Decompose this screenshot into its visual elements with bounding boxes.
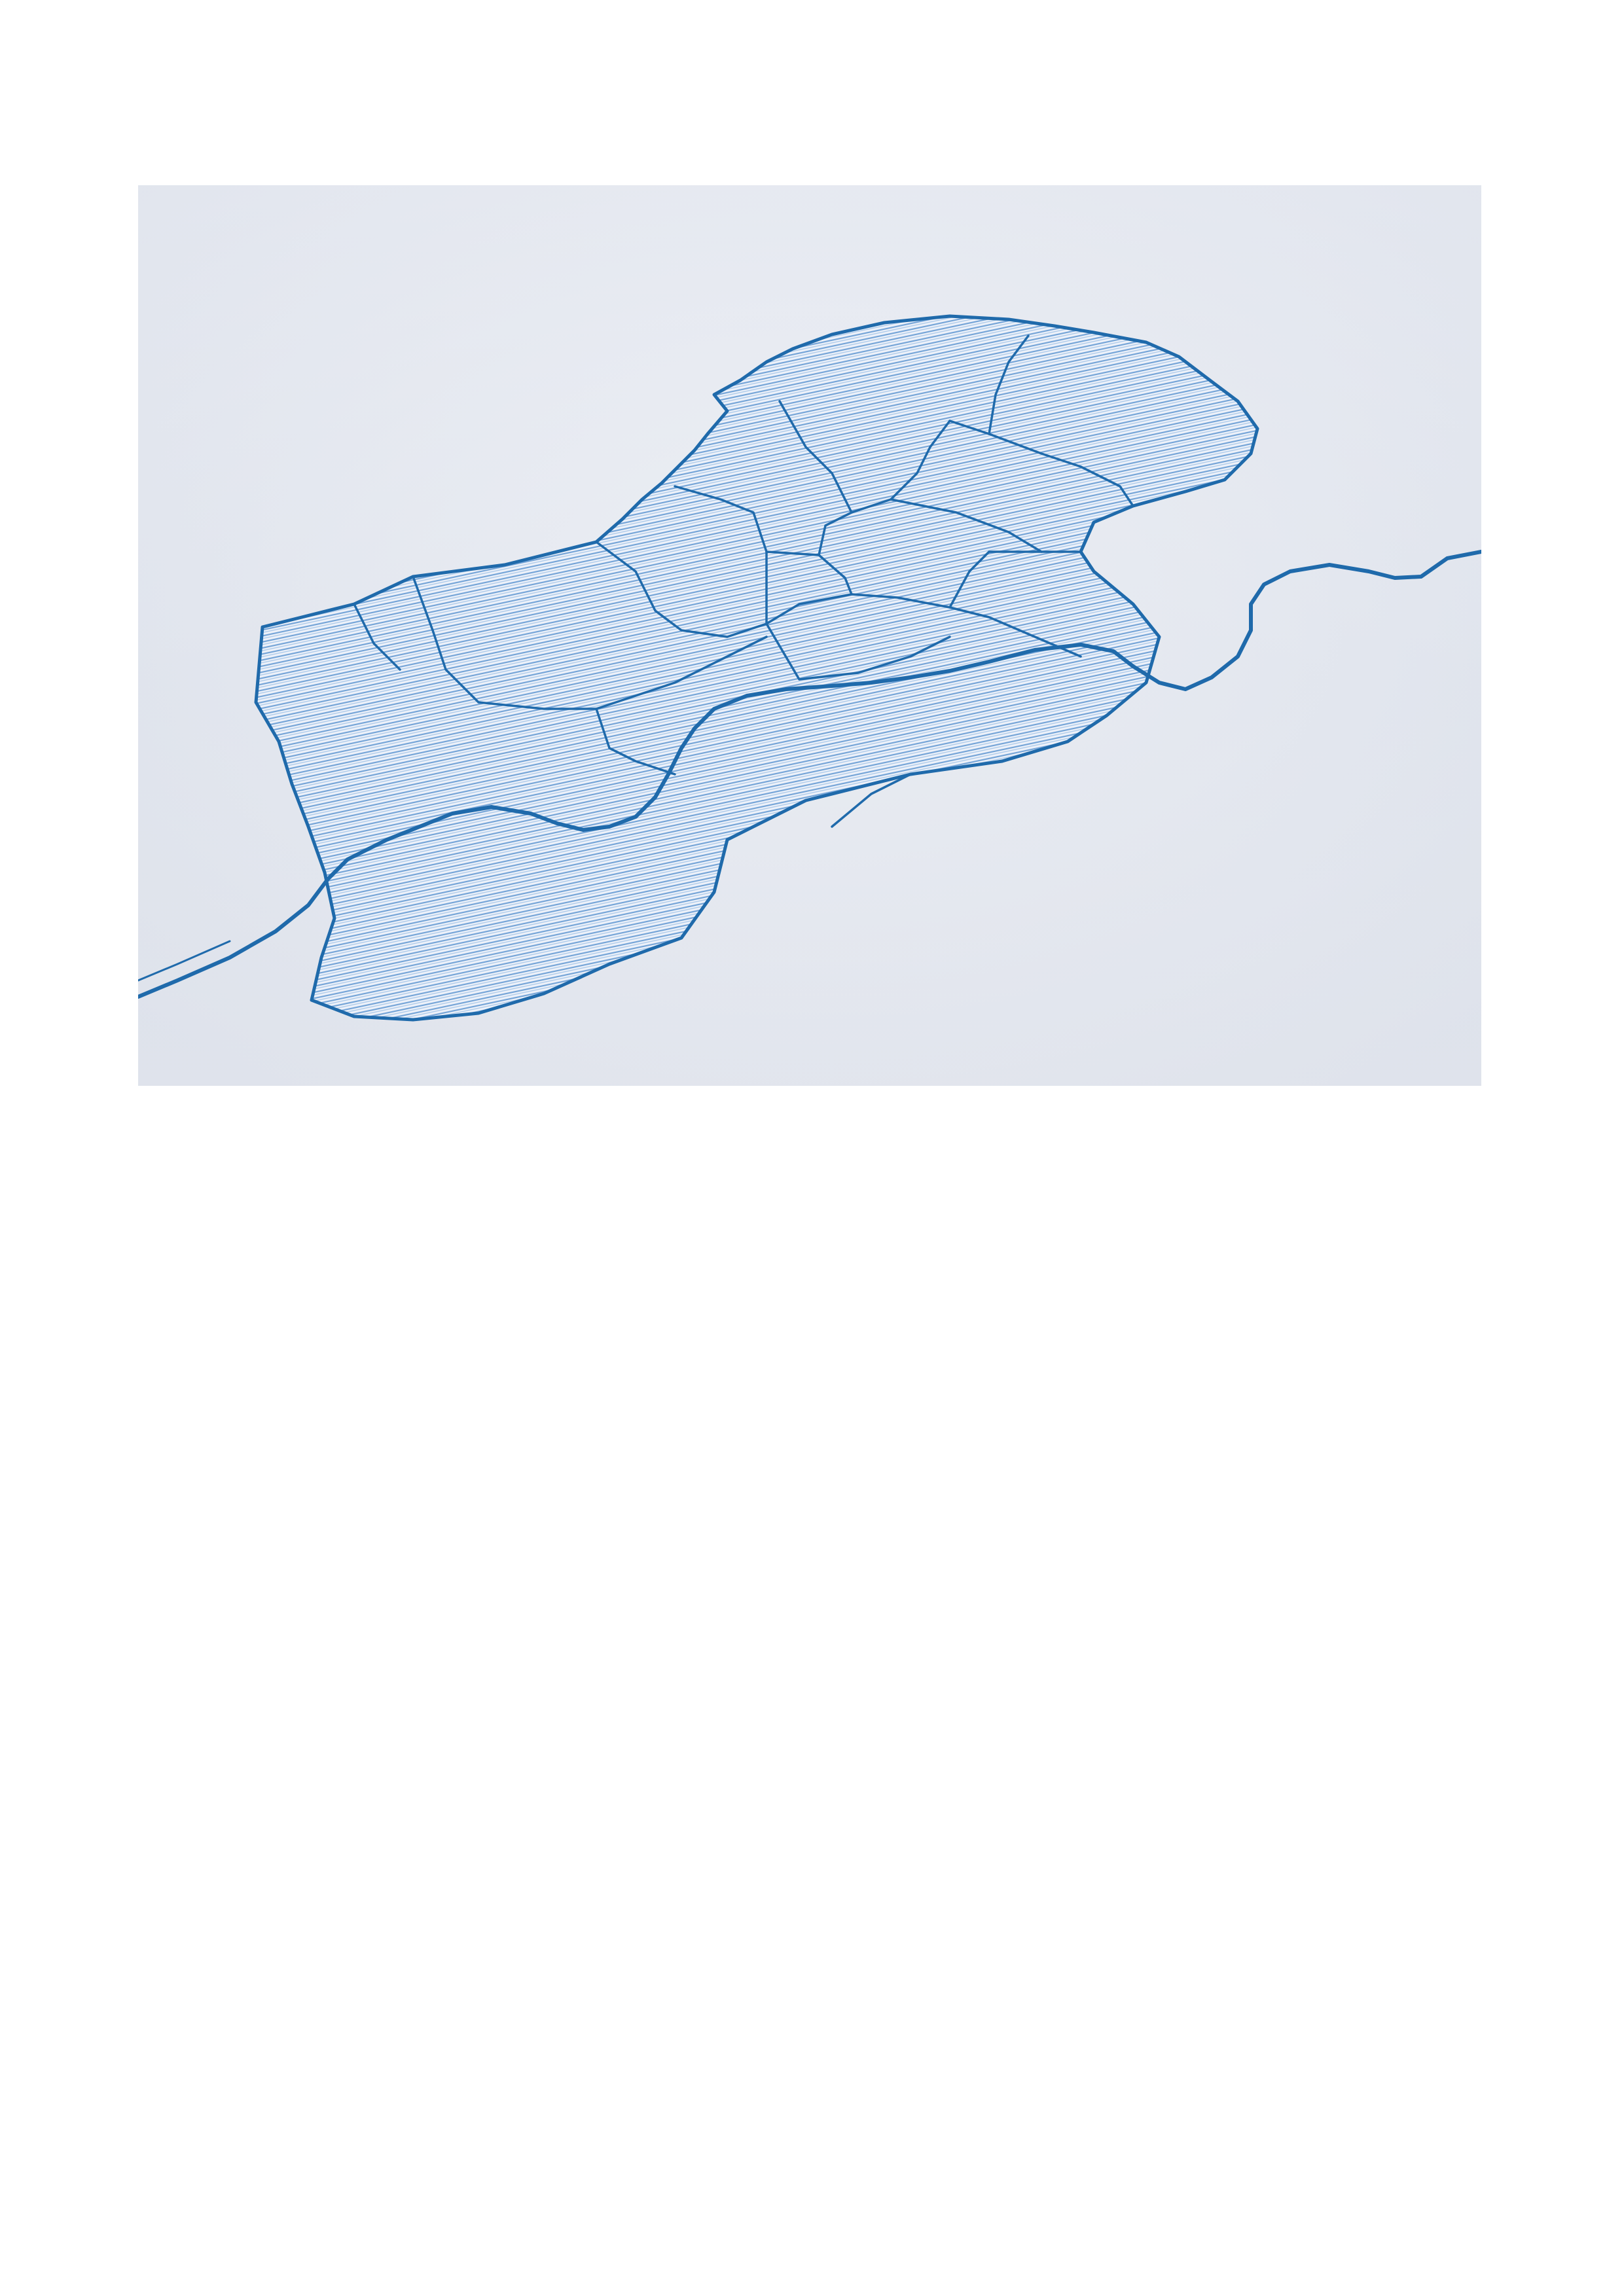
map-drawing [138,185,1481,1086]
frankfurt-map [138,185,1481,1086]
